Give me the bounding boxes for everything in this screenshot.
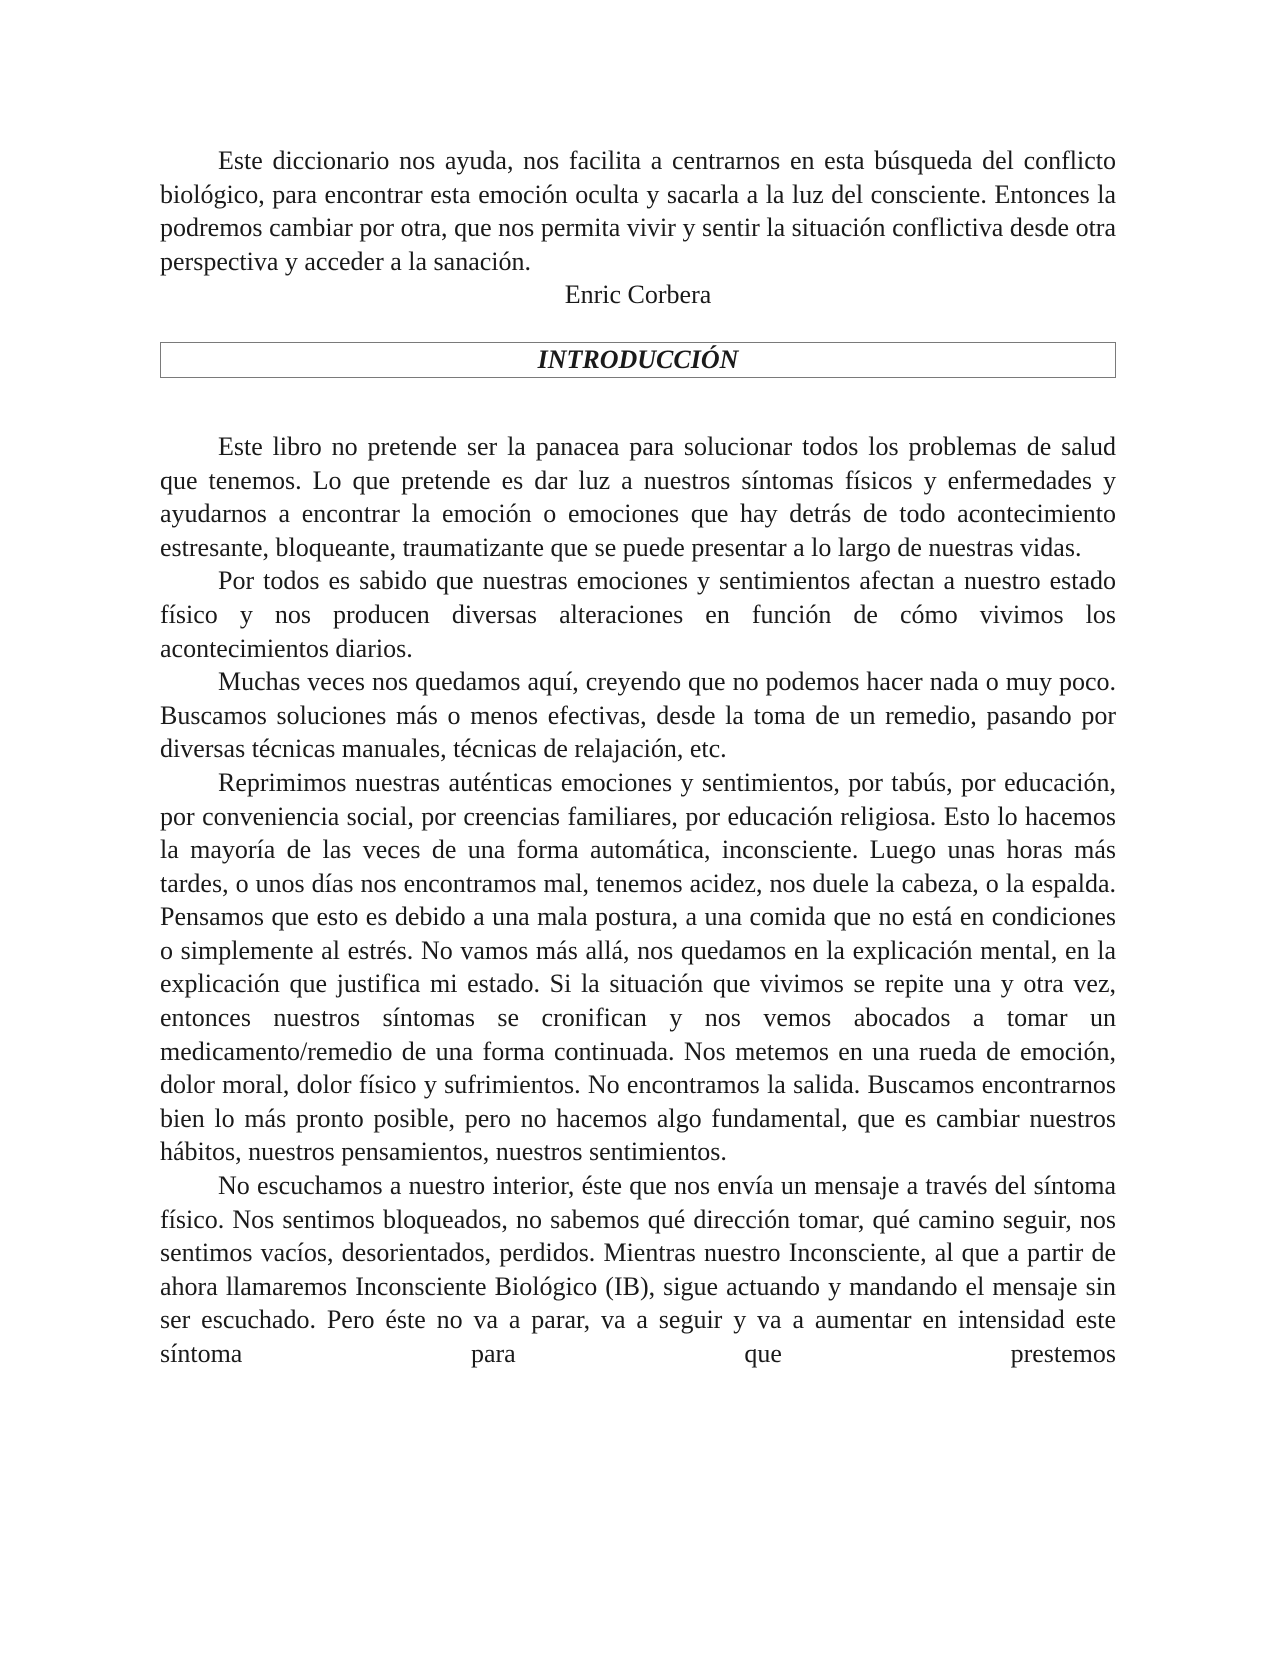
document-page <box>160 144 1116 1371</box>
body-paragraph: Este libro no pretende ser la panacea para solucionar todos los problemas de salud que tenemos. Lo que pretende es dar luz a nuestros síntomas físicos y enfermedades y ayudarnos a encontrar la emoción o emociones que hay detrás de todo acontecimiento estresante, bloqueante, traumatizante que se puede presentar a lo largo de nuestras vidas. <box>160 431 1116 562</box>
body-paragraph: Por todos es sabido que nuestras emociones y sentimientos afectan a nuestro estado físico y nos producen diversas alteraciones en función de cómo vivimos los acontecimientos diarios. <box>160 566 1116 663</box>
section-heading-box <box>160 342 1116 378</box>
section-heading: INTRODUCCIÓN <box>537 344 739 374</box>
author-signature: Enric Corbera <box>564 280 712 310</box>
body-paragraph: Reprimimos nuestras auténticas emociones y sentimientos, por tabús, por educación, por conveniencia social, por creencias familiares, por educación religiosa. Esto lo hacemos la mayoría de las veces de una forma automática, inconsciente. Luego unas horas más tardes, o unos días nos encontramos mal, tenemos acidez, nos duele la cabeza, o la espalda. Pensamos que esto es debido a una mala postura, a una comida que no está en condiciones o simplemente al estrés. No vamos más allá, nos quedamos en la explicación mental, en la explicación que justifica mi estado. Si la situación que vivimos se repite una y otra vez, entonces nuestros síntomas se cronifican y nos vemos abocados a tomar un medicamento/remedio de una forma continuada. Nos metemos en una rueda de emoción, dolor moral, dolor físico y sufrimientos. No encontramos la salida. Buscamos encontrarnos bien lo más pronto posible, pero no hacemos algo fundamental, que es cambiar nuestros hábitos, nuestros pensamientos, nuestros sentimientos. <box>160 767 1116 1167</box>
body-paragraph: Muchas veces nos quedamos aquí, creyendo que no podemos hacer nada o muy poco. Buscamos soluciones más o menos efectivas, desde la toma de un remedio, pasando por diversas técnicas manuales, técnicas de relajación, etc. <box>160 667 1116 764</box>
intro-paragraph: Este diccionario nos ayuda, nos facilita a centrarnos en esta búsqueda del conflicto biológico, para encontrar esta emoción oculta y sacarla a la luz del consciente. Entonces la podremos cambiar por otra, que nos permita vivir y sentir la situación conflictiva desde otra perspectiva y acceder a la sanación. <box>160 146 1116 276</box>
body-paragraph: No escuchamos a nuestro interior, éste que nos envía un mensaje a través del síntoma físico. Nos sentimos bloqueados, no sabemos qué dirección tomar, qué camino seguir, nos sentimos vacíos, desorientados, perdidos. Mientras nuestro Inconsciente, al que a partir de ahora llamaremos Inconsciente Biológico (IB), sigue actuando y mandando el mensaje sin ser escuchado. Pero éste no va a parar, va a seguir y va a aumentar en intensidad este síntoma para que prestemos <box>160 1171 1116 1368</box>
